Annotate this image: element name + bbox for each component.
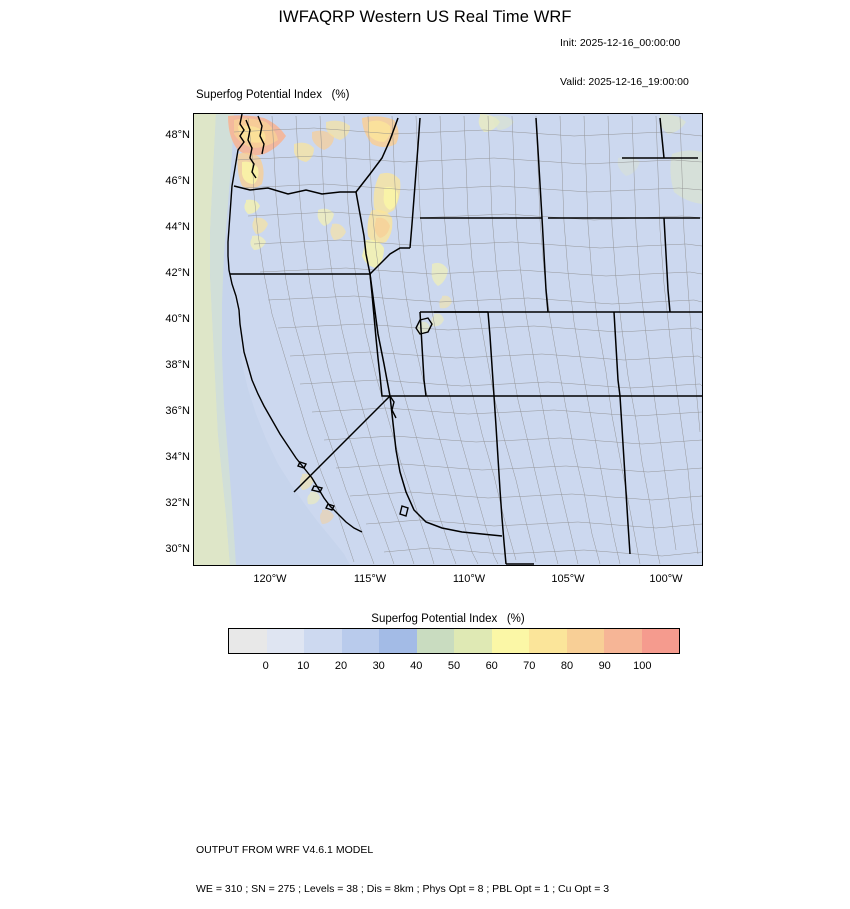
colorbar-segment-2 — [304, 629, 342, 653]
colorbar-segment-1 — [267, 629, 305, 653]
footer-line-1: OUTPUT FROM WRF V4.6.1 MODEL — [196, 844, 374, 856]
y-tick-3: 42°N — [165, 267, 190, 279]
plot-title: Superfog Potential Index (%) — [196, 89, 350, 101]
y-tick-5: 38°N — [165, 359, 190, 371]
colorbar-title: Superfog Potential Index (%) — [371, 613, 525, 625]
colorbar-tick-9: 90 — [598, 660, 611, 672]
colorbar-tick-7: 70 — [523, 660, 536, 672]
x-tick-4: 100°W — [649, 573, 683, 585]
colorbar-segment-11 — [642, 629, 680, 653]
y-tick-2: 44°N — [165, 221, 190, 233]
y-tick-0: 48°N — [165, 129, 190, 141]
footer-line-2: WE = 310 ; SN = 275 ; Levels = 38 ; Dis = 8km ; Phys Opt = 8 ; PBL Opt = 1 ; Cu Opt = 3 — [196, 883, 610, 895]
y-axis-labels — [135, 113, 190, 566]
page-title: IWFAQRP Western US Real Time WRF — [278, 8, 572, 26]
y-tick-4: 40°N — [165, 313, 190, 325]
colorbar-tick-4: 40 — [410, 660, 423, 672]
y-tick-7: 34°N — [165, 451, 190, 463]
colorbar-segment-9 — [567, 629, 605, 653]
y-tick-1: 46°N — [165, 175, 190, 187]
colorbar-tick-1: 10 — [297, 660, 310, 672]
colorbar-segment-10 — [604, 629, 642, 653]
colorbar-tick-labels — [228, 660, 680, 678]
x-tick-2: 110°W — [452, 573, 486, 585]
x-tick-3: 105°W — [551, 573, 585, 585]
model-output-footer — [196, 818, 609, 909]
x-axis-labels — [193, 569, 703, 593]
colorbar-segment-8 — [529, 629, 567, 653]
colorbar-tick-6: 60 — [485, 660, 498, 672]
colorbar-tick-3: 30 — [372, 660, 385, 672]
map-canvas — [194, 114, 702, 565]
colorbar-segment-7 — [492, 629, 530, 653]
x-tick-1: 115°W — [353, 573, 387, 585]
colorbar-segment-0 — [229, 629, 267, 653]
valid-time: Valid: 2025-12-16_19:00:00 — [560, 76, 689, 88]
y-tick-6: 36°N — [165, 405, 190, 417]
colorbar-segment-6 — [454, 629, 492, 653]
colorbar-tick-0: 0 — [262, 660, 269, 672]
colorbar-tick-8: 80 — [560, 660, 574, 672]
colorbar-tick-2: 20 — [334, 660, 348, 672]
colorbar-tick-5: 50 — [447, 660, 461, 672]
colorbar-segment-5 — [417, 629, 455, 653]
y-tick-8: 32°N — [165, 497, 190, 509]
colorbar-segment-4 — [379, 629, 417, 653]
map-plot-area[interactable] — [193, 113, 703, 566]
colorbar-segment-3 — [342, 629, 380, 653]
init-time: Init: 2025-12-16_00:00:00 — [560, 37, 681, 49]
y-tick-9: 30°N — [165, 543, 190, 555]
init-valid-times — [560, 11, 689, 102]
colorbar-tick-10: 100 — [633, 660, 652, 672]
colorbar — [228, 628, 680, 654]
x-tick-0: 120°W — [253, 573, 287, 585]
